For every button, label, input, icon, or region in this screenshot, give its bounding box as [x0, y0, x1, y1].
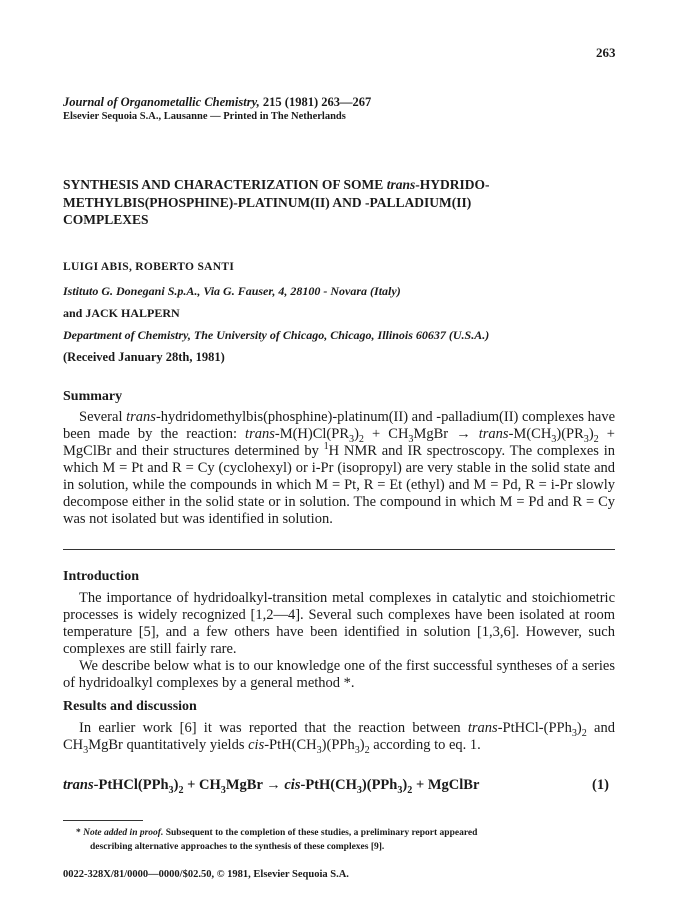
section-divider [63, 549, 615, 550]
copyright-line: 0022-328X/81/0000—0000/$02.50, © 1981, Elsevier Sequoia S.A. [63, 869, 349, 880]
authors: LUIGI ABIS, ROBERTO SANTI [63, 261, 235, 273]
summary-heading: Summary [63, 389, 123, 404]
title-italic: trans [386, 177, 416, 192]
publisher-line: Elsevier Sequoia S.A., Lausanne — Printed in The Netherlands [63, 111, 346, 122]
title-line-3: COMPLEXES [63, 212, 149, 227]
results-heading: Results and discussion [63, 699, 197, 714]
footnote [76, 826, 616, 854]
footnote-rule [63, 820, 143, 821]
article-title [63, 176, 489, 229]
introduction-paragraph-2: We describe below what is to our knowledge one of the first successful syntheses of a series of hydridoalkyl complexes by a general method *. [63, 658, 615, 691]
results-paragraph: In earlier work [6] it was reported that the reaction between trans-$PtHCl-(PPh_3)_2$ and $CH_3MgBr$ quantitatively yields cis-$PtH(CH_3)(PPh_3)_2$ according to eq. 1. [63, 720, 615, 756]
journal-citation [63, 95, 371, 110]
introduction-paragraph-1: The importance of hydridoalkyl-transition metal complexes in catalytic and stoichiometric processes is widely recognized [1,2—4]. Several such complexes have been isolated at room temperature [5], and a few others have been identified in solution [1,3,6]. However, such complexes are still fairly rare. [63, 590, 615, 657]
title-text-end: -HYDRIDO- [415, 177, 490, 192]
summary-paragraph: Several trans-hydridomethylbis(phosphine)-platinum(II) and -palladium(II) complexes have been made by the reaction: trans-$M(H)Cl(PR_3)_2$ + $CH_3MgBr$ → trans-$M(CH_3)(PR_3)_2$ + MgClBr and their structures determined by $^1$H NMR and IR spectroscopy. The complexes in which M = Pt and R = Cy (cyclohexyl) or i-Pr (isopropyl) are very stable in the solid state and in solution, while the compounds in which M = Pt, R = Et (ethyl) and M = Pd, R = i-Pr slowly decompose either in the solid state or in solution. The compound in which M = Pd and R = Cy was not isolated but was identified in solution. [63, 409, 616, 527]
journal-volume: 215 (1981) 263—267 [262, 95, 372, 109]
footnote-line-1: * Note added in proof. Subsequent to the completion of these studies, a preliminary report appeared [76, 828, 478, 838]
equation-1: trans-$PtHCl(PPh_3)_2$ + $CH_3MgBr \to cis-PtH(CH_3)(PPh_3)_2$ + MgClBr [63, 777, 480, 796]
received-date: (Received January 28th, 1981) [63, 350, 225, 364]
title-line-2: METHYLBIS(PHOSPHINE)-PLATINUM(II) AND -PALLADIUM(II) [63, 194, 472, 210]
title-text: SYNTHESIS AND CHARACTERIZATION OF SOME [63, 177, 387, 192]
introduction-body [63, 590, 615, 692]
journal-name: Journal of Organometallic Chemistry, [63, 95, 260, 109]
title-line-1 [63, 176, 489, 194]
affiliation-2: Department of Chemistry, The University of Chicago, Chicago, Illinois 60637 (U.S.A.) [63, 328, 490, 342]
equation-number: (1) [592, 777, 609, 793]
page-number: 263 [596, 45, 616, 60]
introduction-heading: Introduction [63, 569, 139, 584]
additional-author: and JACK HALPERN [63, 306, 180, 320]
affiliation-1: Istituto G. Donegani S.p.A., Via G. Fauser, 4, 28100 - Novara (Italy) [63, 284, 401, 298]
footnote-line-2: describing alternative approaches to the synthesis of these complexes [9]. [90, 842, 385, 852]
